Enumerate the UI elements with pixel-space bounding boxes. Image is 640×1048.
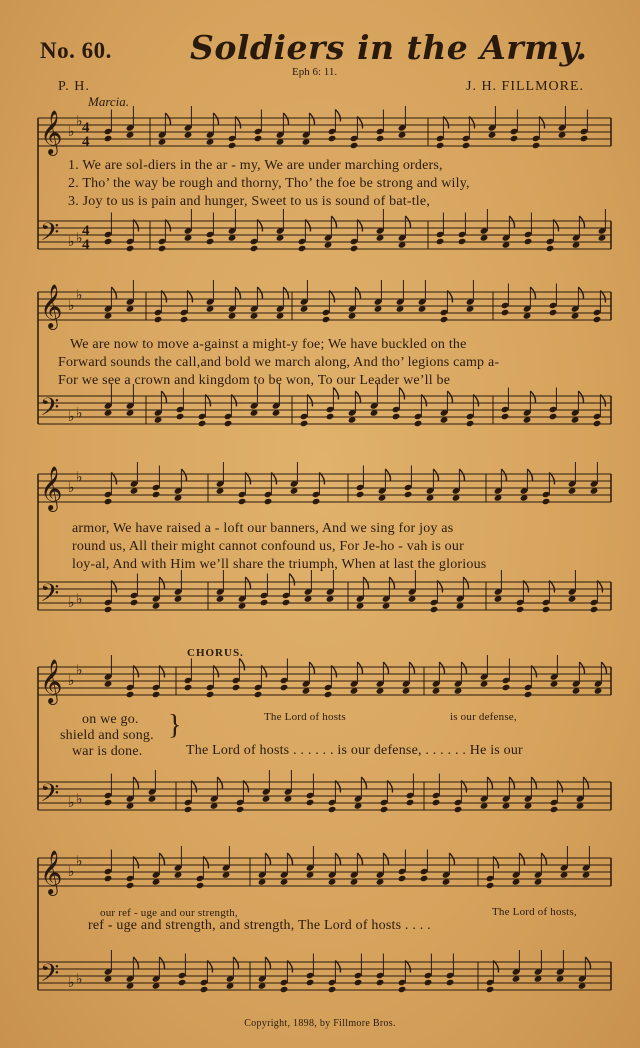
note-head xyxy=(350,245,359,252)
note-flag xyxy=(265,853,270,865)
note-head xyxy=(501,309,510,316)
note-head xyxy=(306,799,315,806)
note-flag xyxy=(501,469,506,481)
note-head xyxy=(104,238,113,245)
lyric-s3-verse3: loy-al, And with Him we’ll share the triumph, When at last the glorious xyxy=(72,557,487,572)
note-flag xyxy=(159,957,164,969)
note-flag xyxy=(213,113,218,125)
note-head xyxy=(104,135,113,142)
note-flag xyxy=(383,853,388,865)
note-head xyxy=(424,979,433,986)
flat-icon: ♭ xyxy=(68,410,75,425)
note-flag xyxy=(309,662,314,674)
note-flag xyxy=(257,287,262,299)
note-head xyxy=(104,799,113,806)
note-flag xyxy=(461,662,466,674)
lyric-s2-verse2: Forward sounds the call,and bold we march along, And tho’ legions camp a- xyxy=(58,355,500,370)
note-flag xyxy=(335,853,340,865)
note-flag xyxy=(161,391,166,403)
note-head xyxy=(176,413,185,420)
time-signature-bass-top: 4 xyxy=(82,223,90,239)
note-head xyxy=(502,684,511,691)
note-head xyxy=(328,135,337,142)
note-flag xyxy=(530,287,535,299)
note-head xyxy=(446,979,455,986)
note-flag xyxy=(181,469,186,481)
flat-icon: ♭ xyxy=(68,235,75,250)
note-head xyxy=(158,245,167,252)
note-head xyxy=(432,799,441,806)
note-flag xyxy=(509,216,514,228)
time-signature-treble-top: 4 xyxy=(82,120,90,136)
note-flag xyxy=(159,853,164,865)
note-flag xyxy=(133,957,138,969)
note-head xyxy=(180,316,189,323)
note-flag xyxy=(578,391,583,403)
note-head xyxy=(104,498,113,505)
note-flag xyxy=(235,287,240,299)
copyright-notice: Copyright, 1898, by Fillmore Bros. xyxy=(244,1018,396,1029)
note-head xyxy=(254,691,263,698)
note-head xyxy=(282,599,291,606)
flat-icon: ♭ xyxy=(76,972,83,988)
flat-icon: ♭ xyxy=(68,481,75,496)
lyric-s4-verse3-end: war is done. xyxy=(72,744,143,759)
note-head xyxy=(458,238,467,245)
note-flag xyxy=(289,574,294,586)
note-head xyxy=(549,413,558,420)
note-head xyxy=(486,882,495,889)
note-flag xyxy=(433,469,438,481)
note-flag xyxy=(355,287,360,299)
note-head xyxy=(306,979,315,986)
note-flag xyxy=(333,388,338,400)
note-head xyxy=(542,498,551,505)
note-flag xyxy=(463,577,468,589)
note-flag xyxy=(459,469,464,481)
note-head xyxy=(130,599,139,606)
lyric-s4-treble-b: is our defense, xyxy=(450,711,517,723)
treble-clef-icon: 𝄞 xyxy=(40,659,63,703)
verse-brace: } xyxy=(168,710,182,741)
note-head xyxy=(326,413,335,420)
treble-clef-icon: 𝄞 xyxy=(40,466,63,510)
note-flag xyxy=(579,216,584,228)
note-head xyxy=(593,316,602,323)
note-head xyxy=(238,498,247,505)
hymn-number: No. 60. xyxy=(40,38,112,63)
flat-icon: ♭ xyxy=(76,663,83,679)
flat-icon: ♭ xyxy=(76,854,83,870)
note-head xyxy=(516,606,525,613)
note-head xyxy=(354,979,363,986)
note-flag xyxy=(383,662,388,674)
note-flag xyxy=(239,659,244,671)
note-head xyxy=(206,691,215,698)
note-flag xyxy=(159,577,164,589)
time-signature-treble-bottom: 4 xyxy=(82,134,90,150)
note-flag xyxy=(541,853,546,865)
hymn-title: Soldiers in the Army. xyxy=(190,28,588,67)
note-head xyxy=(392,413,401,420)
note-head xyxy=(590,606,599,613)
lyric-s2-verse3: For we see a crown and kingdom to be won, To our Leader we’ll be xyxy=(58,373,451,388)
note-flag xyxy=(583,777,588,789)
note-head xyxy=(356,491,365,498)
lyric-s4-main: The Lord of hosts . . . . . . is our defense, . . . . . . He is our xyxy=(186,743,523,758)
treble-clef-icon: 𝄞 xyxy=(40,850,63,894)
note-head xyxy=(126,245,135,252)
note-flag xyxy=(265,957,270,969)
note-head xyxy=(436,238,445,245)
lyric-s1-verse3: 3. Joy to us is pain and hunger, Sweet to us is sound of bat-tle, xyxy=(68,194,431,209)
flat-icon: ♭ xyxy=(76,114,83,130)
note-head xyxy=(154,316,163,323)
note-head xyxy=(184,806,193,813)
flat-icon: ♭ xyxy=(68,596,75,611)
note-flag xyxy=(233,957,238,969)
treble-clef-icon: 𝄞 xyxy=(40,110,63,154)
lyric-s4-verse2-end: shield and song. xyxy=(60,728,154,743)
note-head xyxy=(404,491,413,498)
note-head xyxy=(280,986,289,993)
note-head xyxy=(264,498,273,505)
note-head xyxy=(184,684,193,691)
note-flag xyxy=(245,577,250,589)
note-head xyxy=(398,875,407,882)
flat-icon: ♭ xyxy=(68,674,75,689)
flat-icon: ♭ xyxy=(76,288,83,304)
note-flag xyxy=(355,391,360,403)
lyric-s5-treble-a: our ref - uge and our strength, xyxy=(100,907,238,919)
note-flag xyxy=(601,662,606,674)
note-head xyxy=(524,238,533,245)
flat-icon: ♭ xyxy=(76,470,83,486)
note-head xyxy=(414,420,423,427)
note-head xyxy=(376,979,385,986)
note-flag xyxy=(287,853,292,865)
composer: J. H. FILLMORE. xyxy=(466,79,585,94)
note-flag xyxy=(283,287,288,299)
note-head xyxy=(300,420,309,427)
note-head xyxy=(196,882,205,889)
note-head xyxy=(440,316,449,323)
lyric-s3-verse1: armor, We have raised a - loft our banners, And we sing for joy as xyxy=(72,521,454,536)
flat-icon: ♭ xyxy=(76,792,83,808)
note-head xyxy=(501,413,510,420)
note-head xyxy=(593,420,602,427)
scripture-reference: Eph 6: 11. xyxy=(292,66,338,78)
note-head xyxy=(152,491,161,498)
lyric-s1-verse2: 2. Tho’ the way be rough and thorny, Tho’ the foe be strong and wily, xyxy=(68,176,470,191)
note-flag xyxy=(578,287,583,299)
note-head xyxy=(324,691,333,698)
note-head xyxy=(430,606,439,613)
flat-icon: ♭ xyxy=(76,406,83,422)
lyric-s4-verse1-end: on we go. xyxy=(82,712,139,727)
note-head xyxy=(260,599,269,606)
note-flag xyxy=(487,777,492,789)
note-flag xyxy=(165,113,170,125)
note-head xyxy=(254,135,263,142)
note-flag xyxy=(335,110,340,122)
note-flag xyxy=(363,577,368,589)
lyric-s2-verse1: We are now to move a-gainst a might-y foe; We have buckled on the xyxy=(70,337,467,352)
note-head xyxy=(454,806,463,813)
note-head xyxy=(532,142,541,149)
note-flag xyxy=(361,777,366,789)
note-flag xyxy=(111,287,116,299)
note-head xyxy=(224,420,233,427)
note-flag xyxy=(389,577,394,589)
note-head xyxy=(126,882,135,889)
note-head xyxy=(298,245,307,252)
note-head xyxy=(376,135,385,142)
note-flag xyxy=(530,391,535,403)
bass-clef-icon: 𝄢 xyxy=(40,218,60,253)
note-head xyxy=(200,986,209,993)
note-head xyxy=(280,684,289,691)
lyric-s3-verse2: round us, All their might cannot confound us, For Je-ho - vah is our xyxy=(72,539,464,554)
flat-icon: ♭ xyxy=(68,865,75,880)
treble-clef-icon: 𝄞 xyxy=(40,284,63,328)
note-head xyxy=(550,806,559,813)
note-flag xyxy=(399,388,404,400)
note-head xyxy=(406,799,415,806)
bass-clef-icon: 𝄢 xyxy=(40,779,60,814)
note-head xyxy=(398,986,407,993)
note-head xyxy=(312,498,321,505)
note-flag xyxy=(447,391,452,403)
note-head xyxy=(322,316,331,323)
lyric-s5-treble-b: The Lord of hosts, xyxy=(492,906,577,918)
flat-icon: ♭ xyxy=(68,125,75,140)
flat-icon: ♭ xyxy=(68,976,75,991)
note-head xyxy=(380,806,389,813)
note-head xyxy=(250,245,259,252)
note-flag xyxy=(283,113,288,125)
bass-clef-icon: 𝄢 xyxy=(40,579,60,614)
note-head xyxy=(350,142,359,149)
note-head xyxy=(232,684,241,691)
note-flag xyxy=(531,777,536,789)
note-head xyxy=(466,420,475,427)
note-flag xyxy=(385,469,390,481)
note-flag xyxy=(509,777,514,789)
note-head xyxy=(206,238,215,245)
note-head xyxy=(328,986,337,993)
flat-icon: ♭ xyxy=(68,796,75,811)
note-head xyxy=(486,986,495,993)
note-flag xyxy=(579,662,584,674)
note-head xyxy=(104,606,113,613)
note-flag xyxy=(309,113,314,125)
lyric-s1-verse1: 1. We are sol-diers in the ar - my, We are under marching orders, xyxy=(68,158,443,173)
flat-icon: ♭ xyxy=(76,231,83,247)
note-head xyxy=(462,142,471,149)
note-flag xyxy=(357,853,362,865)
note-head xyxy=(436,142,445,149)
note-flag xyxy=(449,853,454,865)
note-head xyxy=(104,875,113,882)
bass-clef-icon: 𝄢 xyxy=(40,393,60,428)
note-head xyxy=(152,691,161,698)
note-flag xyxy=(217,777,222,789)
flat-icon: ♭ xyxy=(68,299,75,314)
note-head xyxy=(510,135,519,142)
note-flag xyxy=(409,662,414,674)
note-head xyxy=(420,875,429,882)
note-head xyxy=(328,806,337,813)
note-flag xyxy=(331,216,336,228)
note-head xyxy=(228,142,237,149)
lyric-s4-treble-a: The Lord of hosts xyxy=(264,711,346,723)
note-head xyxy=(546,245,555,252)
note-flag xyxy=(519,853,524,865)
note-head xyxy=(178,979,187,986)
note-flag xyxy=(405,216,410,228)
note-head xyxy=(542,606,551,613)
lyric-s5-main: ref - uge and strength, and strength, The Lord of hosts . . . . xyxy=(88,918,431,933)
note-head xyxy=(549,309,558,316)
note-head xyxy=(126,691,135,698)
flat-icon: ♭ xyxy=(76,592,83,608)
chorus-label: CHORUS. xyxy=(187,647,244,659)
note-head xyxy=(198,420,207,427)
tempo-marking: Marcia. xyxy=(88,94,130,109)
note-flag xyxy=(527,469,532,481)
note-flag xyxy=(133,777,138,789)
note-flag xyxy=(357,662,362,674)
note-head xyxy=(524,691,533,698)
note-head xyxy=(580,135,589,142)
bass-clef-icon: 𝄢 xyxy=(40,959,60,994)
note-head xyxy=(236,806,245,813)
time-signature-bass-bottom: 4 xyxy=(82,237,90,253)
note-flag xyxy=(585,957,590,969)
lyricist: P. H. xyxy=(58,79,90,94)
note-flag xyxy=(439,662,444,674)
